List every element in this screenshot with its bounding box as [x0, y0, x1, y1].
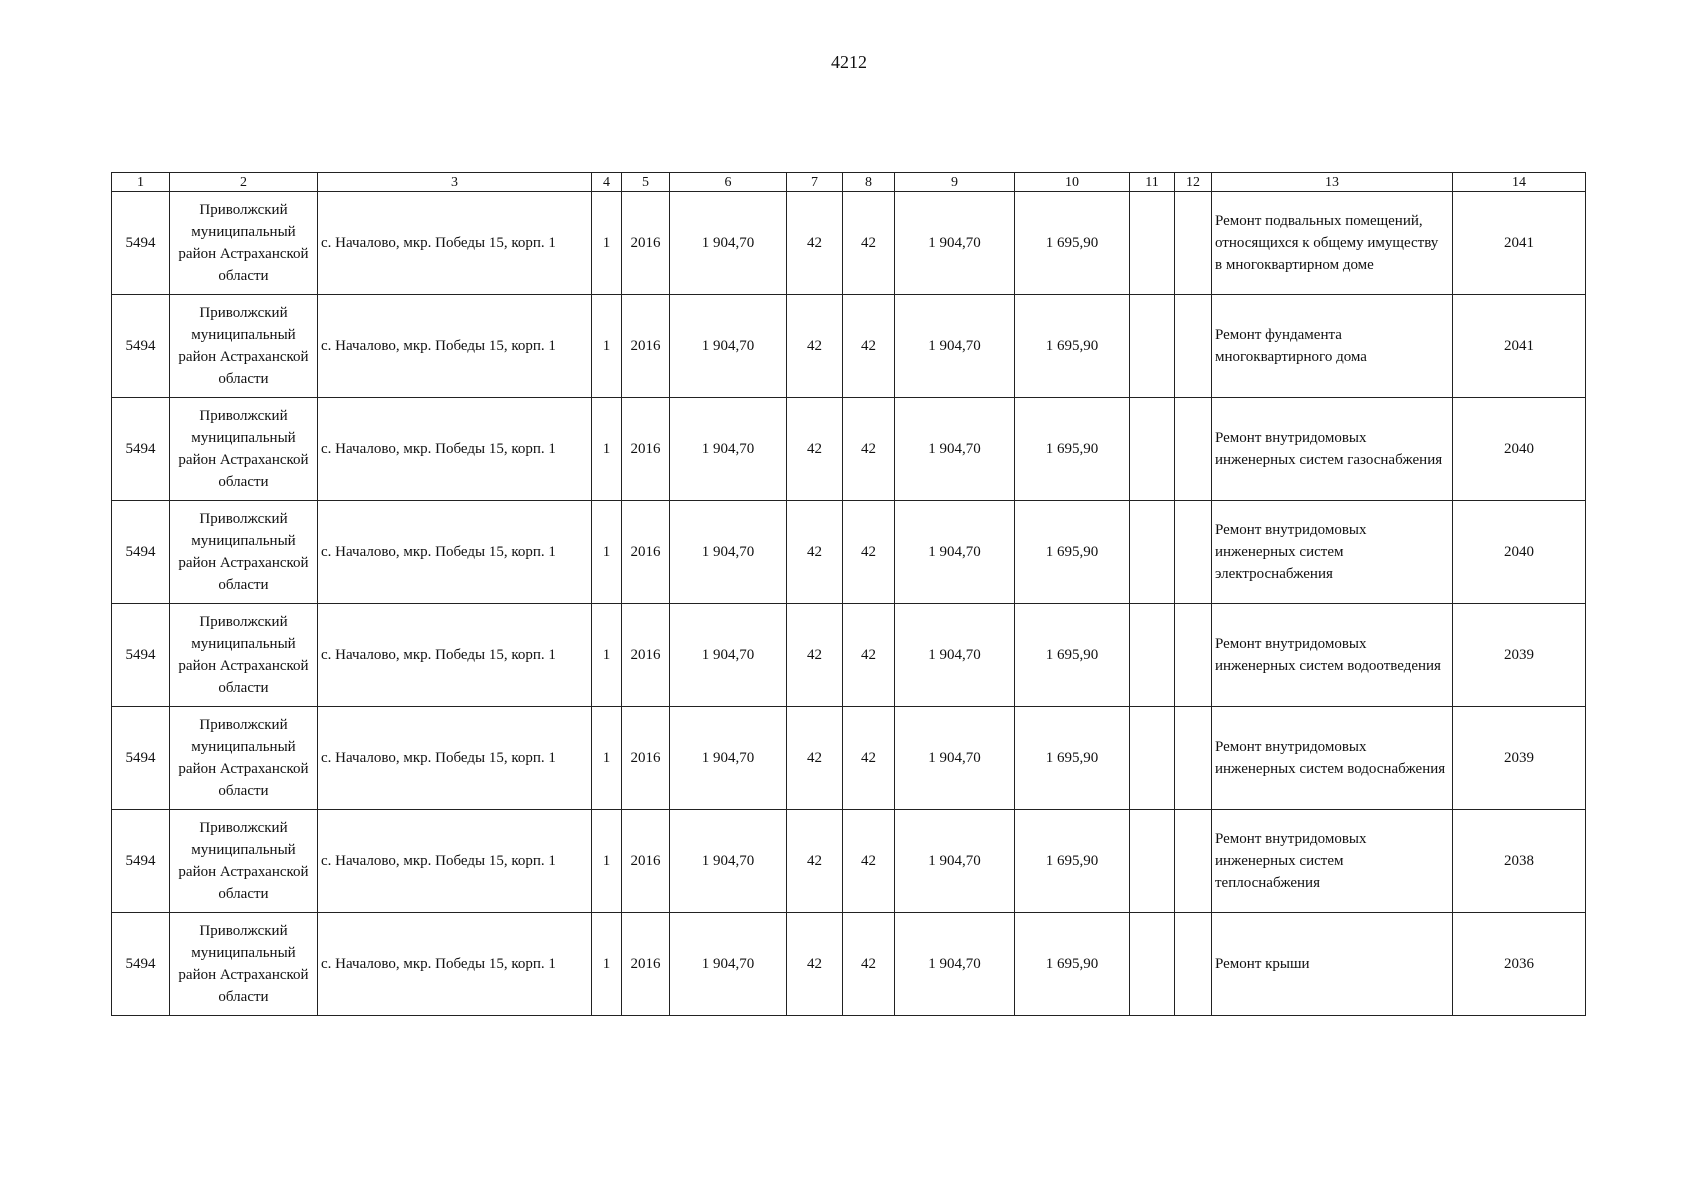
col8-cell: 42 [843, 810, 895, 913]
page-number: 4212 [831, 52, 867, 72]
address-cell: с. Началово, мкр. Победы 15, корп. 1 [318, 913, 592, 1016]
planned-year-cell: 2038 [1453, 810, 1586, 913]
work-type-cell: Ремонт фундамента многоквартирного дома [1212, 295, 1453, 398]
col9-cell: 1 904,70 [895, 707, 1015, 810]
work-type-cell: Ремонт крыши [1212, 913, 1453, 1016]
col4-cell: 1 [592, 295, 622, 398]
column-header: 11 [1130, 173, 1175, 192]
municipality-cell: Приволжский муниципальный район Астраханской области [170, 810, 318, 913]
row-number-cell: 5494 [112, 604, 170, 707]
address-cell: с. Началово, мкр. Победы 15, корп. 1 [318, 707, 592, 810]
planned-year-cell: 2039 [1453, 707, 1586, 810]
year-cell: 2016 [622, 810, 670, 913]
col7-cell: 42 [787, 810, 843, 913]
col4-cell: 1 [592, 707, 622, 810]
table-row [112, 707, 1586, 810]
table-row [112, 501, 1586, 604]
work-type-cell: Ремонт подвальных помещений, относящихся к общему имуществу в многоквартирном доме [1212, 192, 1453, 295]
col12-cell [1175, 707, 1212, 810]
planned-year-cell: 2040 [1453, 398, 1586, 501]
col9-cell: 1 904,70 [895, 295, 1015, 398]
column-header: 10 [1015, 173, 1130, 192]
row-number-cell: 5494 [112, 810, 170, 913]
planned-year-cell: 2039 [1453, 604, 1586, 707]
column-header: 12 [1175, 173, 1212, 192]
column-header: 13 [1212, 173, 1453, 192]
column-header: 1 [112, 173, 170, 192]
table-row [112, 398, 1586, 501]
col10-cell: 1 695,90 [1015, 810, 1130, 913]
area-cell: 1 904,70 [670, 501, 787, 604]
municipality-cell: Приволжский муниципальный район Астраханской области [170, 707, 318, 810]
col11-cell [1130, 810, 1175, 913]
col4-cell: 1 [592, 913, 622, 1016]
year-cell: 2016 [622, 501, 670, 604]
col8-cell: 42 [843, 604, 895, 707]
area-cell: 1 904,70 [670, 810, 787, 913]
address-cell: с. Началово, мкр. Победы 15, корп. 1 [318, 604, 592, 707]
col7-cell: 42 [787, 501, 843, 604]
col11-cell [1130, 398, 1175, 501]
column-header: 7 [787, 173, 843, 192]
column-header: 14 [1453, 173, 1586, 192]
col10-cell: 1 695,90 [1015, 707, 1130, 810]
municipality-cell: Приволжский муниципальный район Астраханской области [170, 398, 318, 501]
col10-cell: 1 695,90 [1015, 295, 1130, 398]
year-cell: 2016 [622, 295, 670, 398]
col8-cell: 42 [843, 501, 895, 604]
col7-cell: 42 [787, 192, 843, 295]
area-cell: 1 904,70 [670, 604, 787, 707]
col9-cell: 1 904,70 [895, 913, 1015, 1016]
repair-schedule-table [111, 172, 1586, 1016]
row-number-cell: 5494 [112, 295, 170, 398]
col12-cell [1175, 192, 1212, 295]
col12-cell [1175, 398, 1212, 501]
work-type-cell: Ремонт внутридомовых инженерных систем электроснабжения [1212, 501, 1453, 604]
col12-cell [1175, 295, 1212, 398]
municipality-cell: Приволжский муниципальный район Астраханской области [170, 192, 318, 295]
address-cell: с. Началово, мкр. Победы 15, корп. 1 [318, 810, 592, 913]
col7-cell: 42 [787, 913, 843, 1016]
col8-cell: 42 [843, 913, 895, 1016]
planned-year-cell: 2041 [1453, 295, 1586, 398]
planned-year-cell: 2040 [1453, 501, 1586, 604]
col10-cell: 1 695,90 [1015, 604, 1130, 707]
col10-cell: 1 695,90 [1015, 501, 1130, 604]
col12-cell [1175, 501, 1212, 604]
col7-cell: 42 [787, 295, 843, 398]
municipality-cell: Приволжский муниципальный район Астраханской области [170, 295, 318, 398]
row-number-cell: 5494 [112, 398, 170, 501]
col9-cell: 1 904,70 [895, 192, 1015, 295]
header-row [112, 173, 1586, 192]
address-cell: с. Началово, мкр. Победы 15, корп. 1 [318, 295, 592, 398]
table-row [112, 810, 1586, 913]
table-row [112, 604, 1586, 707]
column-header: 8 [843, 173, 895, 192]
work-type-cell: Ремонт внутридомовых инженерных систем газоснабжения [1212, 398, 1453, 501]
col7-cell: 42 [787, 707, 843, 810]
year-cell: 2016 [622, 398, 670, 501]
col8-cell: 42 [843, 295, 895, 398]
col12-cell [1175, 913, 1212, 1016]
column-header: 5 [622, 173, 670, 192]
col10-cell: 1 695,90 [1015, 398, 1130, 501]
row-number-cell: 5494 [112, 913, 170, 1016]
col9-cell: 1 904,70 [895, 604, 1015, 707]
row-number-cell: 5494 [112, 501, 170, 604]
area-cell: 1 904,70 [670, 707, 787, 810]
col7-cell: 42 [787, 398, 843, 501]
col8-cell: 42 [843, 398, 895, 501]
col11-cell [1130, 707, 1175, 810]
column-header: 4 [592, 173, 622, 192]
row-number-cell: 5494 [112, 192, 170, 295]
area-cell: 1 904,70 [670, 192, 787, 295]
work-type-cell: Ремонт внутридомовых инженерных систем водоснабжения [1212, 707, 1453, 810]
col7-cell: 42 [787, 604, 843, 707]
col8-cell: 42 [843, 707, 895, 810]
year-cell: 2016 [622, 707, 670, 810]
municipality-cell: Приволжский муниципальный район Астраханской области [170, 604, 318, 707]
municipality-cell: Приволжский муниципальный район Астраханской области [170, 913, 318, 1016]
col11-cell [1130, 295, 1175, 398]
col10-cell: 1 695,90 [1015, 913, 1130, 1016]
col9-cell: 1 904,70 [895, 398, 1015, 501]
row-number-cell: 5494 [112, 707, 170, 810]
col9-cell: 1 904,70 [895, 810, 1015, 913]
year-cell: 2016 [622, 604, 670, 707]
area-cell: 1 904,70 [670, 398, 787, 501]
col11-cell [1130, 604, 1175, 707]
col4-cell: 1 [592, 192, 622, 295]
address-cell: с. Началово, мкр. Победы 15, корп. 1 [318, 192, 592, 295]
address-cell: с. Началово, мкр. Победы 15, корп. 1 [318, 501, 592, 604]
municipality-cell: Приволжский муниципальный район Астраханской области [170, 501, 318, 604]
column-header: 3 [318, 173, 592, 192]
column-header: 2 [170, 173, 318, 192]
col4-cell: 1 [592, 398, 622, 501]
address-cell: с. Началово, мкр. Победы 15, корп. 1 [318, 398, 592, 501]
col11-cell [1130, 501, 1175, 604]
col4-cell: 1 [592, 501, 622, 604]
col9-cell: 1 904,70 [895, 501, 1015, 604]
table-row [112, 192, 1586, 295]
col10-cell: 1 695,90 [1015, 192, 1130, 295]
planned-year-cell: 2041 [1453, 192, 1586, 295]
col12-cell [1175, 604, 1212, 707]
planned-year-cell: 2036 [1453, 913, 1586, 1016]
col4-cell: 1 [592, 604, 622, 707]
col11-cell [1130, 913, 1175, 1016]
column-header: 6 [670, 173, 787, 192]
work-type-cell: Ремонт внутридомовых инженерных систем теплоснабжения [1212, 810, 1453, 913]
work-type-cell: Ремонт внутридомовых инженерных систем водоотведения [1212, 604, 1453, 707]
table-row [112, 913, 1586, 1016]
col11-cell [1130, 192, 1175, 295]
column-header: 9 [895, 173, 1015, 192]
area-cell: 1 904,70 [670, 913, 787, 1016]
col4-cell: 1 [592, 810, 622, 913]
table-row [112, 295, 1586, 398]
area-cell: 1 904,70 [670, 295, 787, 398]
col8-cell: 42 [843, 192, 895, 295]
year-cell: 2016 [622, 192, 670, 295]
col12-cell [1175, 810, 1212, 913]
year-cell: 2016 [622, 913, 670, 1016]
